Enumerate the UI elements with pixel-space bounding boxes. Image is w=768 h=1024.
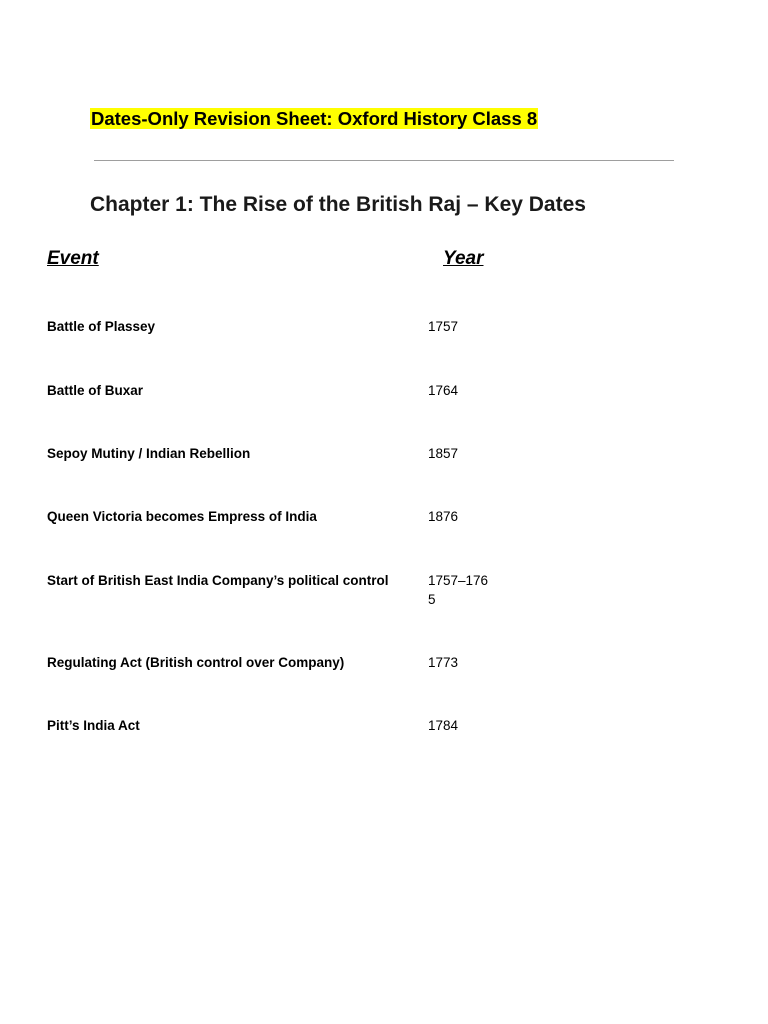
year-cell: 1784 [428, 718, 459, 733]
year-cell: 1757 [428, 319, 459, 334]
sheet-title [90, 107, 538, 131]
event-cell: Start of British East India Company’s political control [47, 573, 389, 588]
year-cell: 1757–1765 [428, 573, 489, 607]
event-cell: Pitt’s India Act [47, 718, 140, 733]
year-cell: 1773 [428, 655, 459, 670]
year-column-header: Year [443, 248, 484, 269]
event-cell: Sepoy Mutiny / Indian Rebellion [47, 446, 251, 461]
event-cell: Battle of Buxar [47, 383, 144, 398]
sheet-title-highlight: Dates-Only Revision Sheet: Oxford History Class 8 [91, 108, 538, 129]
event-cell: Battle of Plassey [47, 319, 156, 334]
event-column-header: Event [47, 248, 99, 269]
year-cell: 1857 [428, 446, 459, 461]
event-cell: Queen Victoria becomes Empress of India [47, 509, 317, 524]
chapter-title: Chapter 1: The Rise of the British Raj – Key Dates [90, 193, 586, 216]
event-cell: Regulating Act (British control over Company) [47, 655, 345, 670]
year-cell: 1876 [428, 509, 459, 524]
year-cell: 1764 [428, 383, 459, 398]
horizontal-divider [94, 160, 674, 161]
